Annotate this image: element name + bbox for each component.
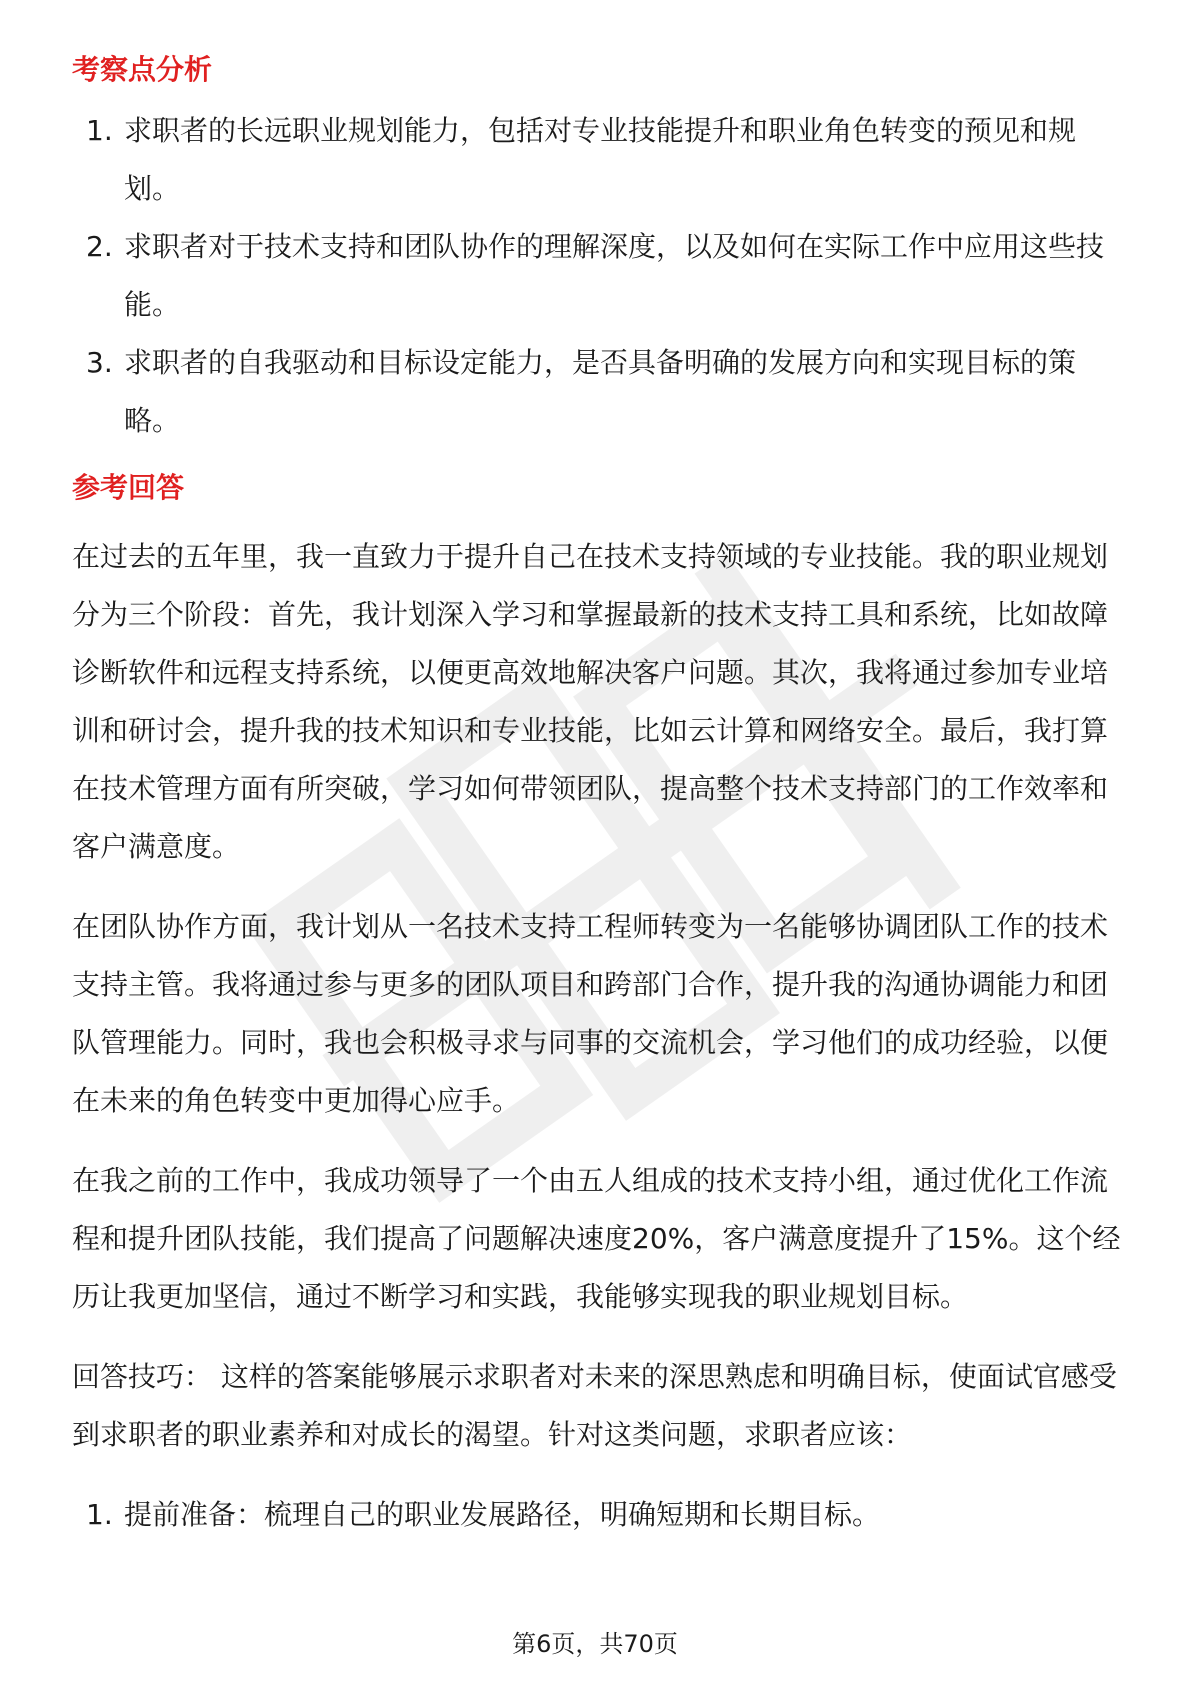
list-item [72,334,1122,450]
page-footer: 第6页，共70页 [512,1630,678,1658]
list-number: 3. [86,346,113,379]
section-title-reference-answer: 参考回答 [72,471,185,504]
document-page [72,40,1122,1544]
tips-list [72,1486,1122,1544]
list-number: 1. [86,1498,113,1531]
answer-paragraph: 在过去的五年里，我一直致力于提升自己在技术支持领域的专业技能。我的职业规划分为三个阶段：首先，我计划深入学习和掌握最新的技术支持工具和系统，比如故障诊断软件和远程支持系统，以便更高效地解决客户问题。其次，我将通过参加专业培训和研讨会，提升我的技术知识和专业技能，比如云计算和网络安全。最后，我打算在技术管理方面有所突破，学习如何带领团队，提高整个技术支持部门的工作效率和客户满意度。 [72,540,1109,863]
list-item [72,218,1122,334]
analysis-list [72,102,1122,450]
section-title-analysis: 考察点分析 [72,53,213,86]
tips-paragraph: 回答技巧： 这样的答案能够展示求职者对未来的深思熟虑和明确目标，使面试官感受到求职者的职业素养和对成长的渴望。针对这类问题，求职者应该： [72,1360,1117,1451]
list-text: 求职者对于技术支持和团队协作的理解深度，以及如何在实际工作中应用这些技能。 [124,230,1105,321]
list-item [72,1486,1122,1544]
list-item [72,102,1122,218]
list-number: 1. [86,114,113,147]
answer-paragraph: 在我之前的工作中，我成功领导了一个由五人组成的技术支持小组，通过优化工作流程和提升团队技能，我们提高了问题解决速度20%，客户满意度提升了15%。这个经历让我更加坚信，通过不断学习和实践，我能够实现我的职业规划目标。 [72,1164,1121,1313]
list-text: 求职者的自我驱动和目标设定能力，是否具备明确的发展方向和实现目标的策略。 [124,346,1077,437]
list-text: 提前准备：梳理自己的职业发展路径，明确短期和长期目标。 [124,1498,881,1531]
list-number: 2. [86,230,113,263]
answer-paragraph: 在团队协作方面，我计划从一名技术支持工程师转变为一名能够协调团队工作的技术支持主管。我将通过参与更多的团队项目和跨部门合作，提升我的沟通协调能力和团队管理能力。同时，我也会积极寻求与同事的交流机会，学习他们的成功经验，以便在未来的角色转变中更加得心应手。 [72,910,1109,1117]
list-text: 求职者的长远职业规划能力，包括对专业技能提升和职业角色转变的预见和规划。 [124,114,1077,205]
